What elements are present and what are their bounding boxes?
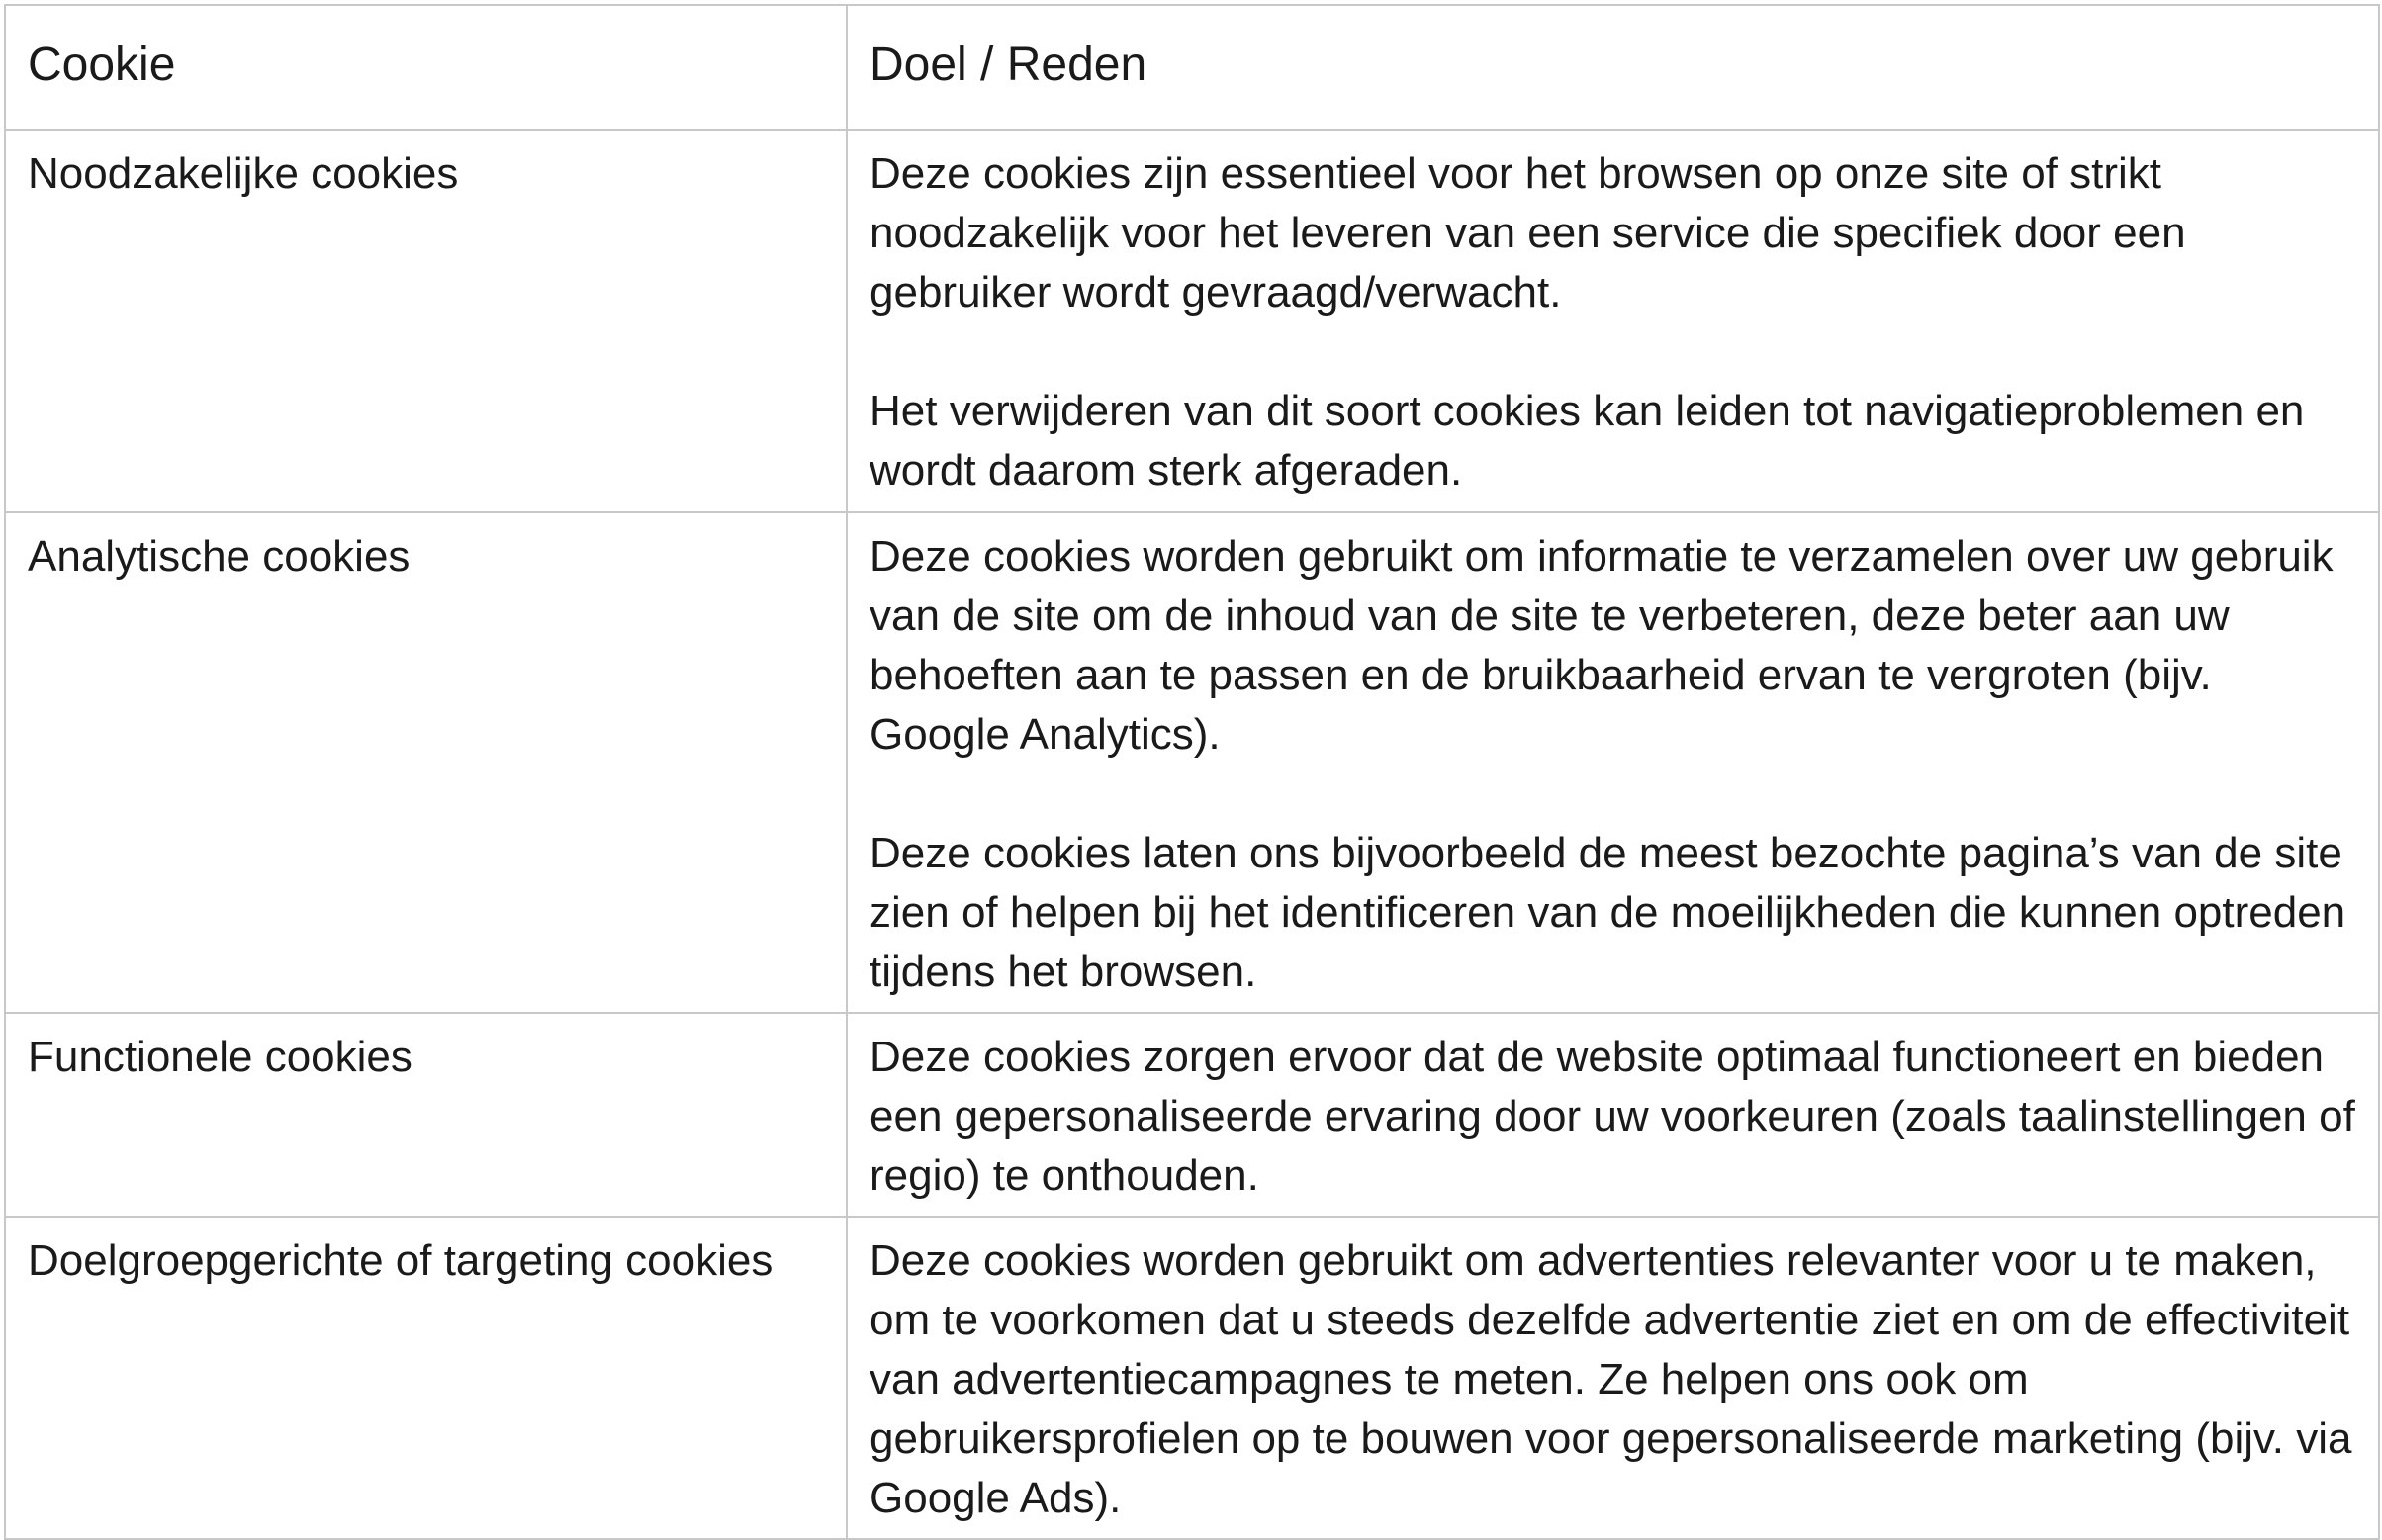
cookie-name: Noodzakelijke cookies: [28, 149, 459, 198]
cookie-name: Analytische cookies: [28, 532, 411, 581]
cookie-reason-paragraph: Deze cookies zijn essentieel voor het browsen op onze site of strikt noodzakelijk voor het leveren van een service die specifiek door een gebruiker wordt gevraagd/verwacht.: [870, 149, 2186, 317]
cookie-reason-cell: [847, 130, 2379, 512]
header-cookie-label: Cookie: [28, 39, 176, 91]
table-row: [5, 512, 2379, 1013]
cookie-name-cell: [5, 130, 847, 512]
cookie-name-cell: [5, 1013, 847, 1217]
cookie-name-cell: [5, 1217, 847, 1539]
cookie-name-cell: [5, 512, 847, 1013]
table-row: [5, 1217, 2379, 1539]
cookie-reason-paragraph: Het verwijderen van dit soort cookies kan leiden tot navigatieproblemen en wordt daarom sterk afgeraden.: [870, 387, 2305, 495]
cookie-reason-paragraph: Deze cookies zorgen ervoor dat de website optimaal functioneert en bieden een gepersonaliseerde ervaring door uw voorkeuren (zoals taalinstellingen of regio) te onthouden.: [870, 1033, 2355, 1200]
cookie-reason-cell: [847, 1013, 2379, 1217]
cookie-reason-paragraph: Deze cookies worden gebruikt om informatie te verzamelen over uw gebruik van de site om de inhoud van de site te verbeteren, deze beter aan uw behoeften aan te passen en de bruikbaarheid ervan te vergroten (bijv. Google Analytics).: [870, 532, 2334, 759]
table-row: [5, 1013, 2379, 1217]
cookie-name: Functionele cookies: [28, 1033, 412, 1081]
cookie-reason-cell: [847, 512, 2379, 1013]
header-reason-label: Doel / Reden: [870, 39, 1147, 91]
cookie-table: [4, 4, 2380, 1540]
header-cell-cookie: [5, 5, 847, 130]
table-header-row: [5, 5, 2379, 130]
cookie-reason-paragraph: Deze cookies worden gebruikt om advertenties relevanter voor u te maken, om te voorkomen dat u steeds dezelfde advertentie ziet en om de effectiviteit van advertentiecampagnes te meten. Ze helpen ons ook om gebruikersprofielen op te bouwen voor gepersonaliseerde marketing (bijv. via Google Ads).: [870, 1236, 2352, 1522]
cookie-name: Doelgroepgerichte of targeting cookies: [28, 1236, 774, 1285]
cookie-reason-paragraph: Deze cookies laten ons bijvoorbeeld de meest bezochte pagina’s van de site zien of helpen bij het identificeren van de moeilijkheden die kunnen optreden tijdens het browsen.: [870, 829, 2346, 996]
header-cell-reason: [847, 5, 2379, 130]
table-row: [5, 130, 2379, 512]
cookie-reason-cell: [847, 1217, 2379, 1539]
